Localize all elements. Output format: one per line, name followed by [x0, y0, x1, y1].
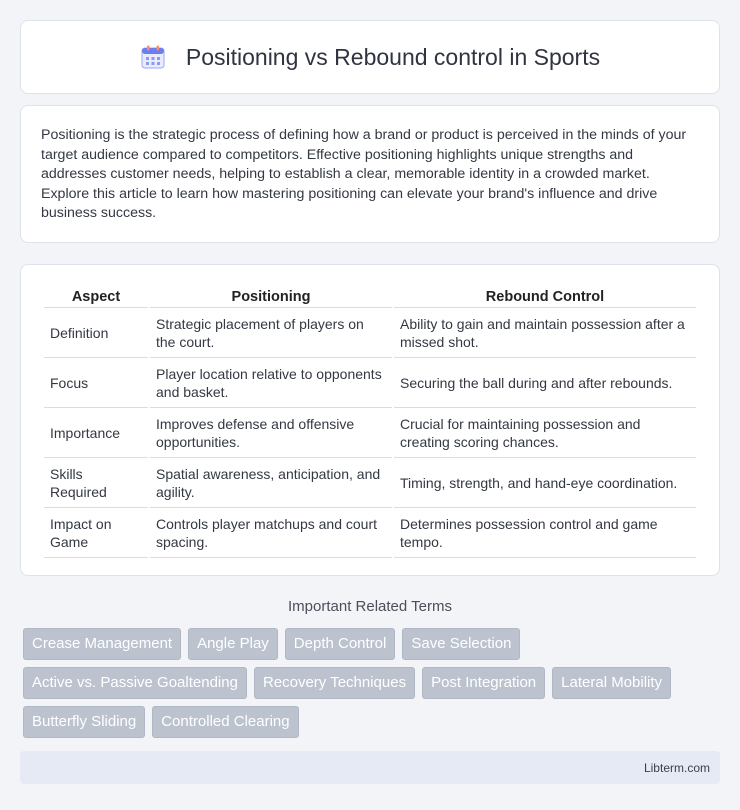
- related-term-tag[interactable]: Crease Management: [23, 628, 181, 660]
- related-term-tag[interactable]: Controlled Clearing: [152, 706, 298, 738]
- related-term-tag[interactable]: Angle Play: [188, 628, 278, 660]
- row-rebound-control: Securing the ball during and after rebounds.: [394, 358, 696, 408]
- row-rebound-control: Timing, strength, and hand-eye coordination.: [394, 458, 696, 508]
- comparison-card: [20, 264, 720, 576]
- row-aspect: Skills Required: [44, 458, 148, 508]
- table-row: [44, 308, 696, 358]
- header-rebound-control: Rebound Control: [394, 285, 696, 308]
- related-term-tag[interactable]: Recovery Techniques: [254, 667, 415, 699]
- row-aspect: Definition: [44, 308, 148, 358]
- intro-card: [20, 105, 720, 243]
- related-term-tag[interactable]: Post Integration: [422, 667, 545, 699]
- table-row: [44, 408, 696, 458]
- table-header-row: [44, 285, 696, 308]
- intro-text: Positioning is the strategic process of defining how a brand or product is perceived in the minds of your target audience compared to competitors. Effective positioning highlights unique strengths and addresses customer needs, helping to establish a clear, memorable identity in a crowded market. Explore this article to learn how mastering positioning can elevate your brand's influence and drive business success.: [41, 127, 687, 221]
- table-row: [44, 458, 696, 508]
- row-positioning: Spatial awareness, anticipation, and agility.: [150, 458, 392, 508]
- row-positioning: Strategic placement of players on the court.: [150, 308, 392, 358]
- row-aspect: Importance: [44, 408, 148, 458]
- header-card: [20, 20, 720, 94]
- related-terms-list: [20, 628, 710, 738]
- row-positioning: Controls player matchups and court spacing.: [150, 508, 392, 558]
- table-row: [44, 358, 696, 408]
- footer-site-link[interactable]: Libterm.com: [643, 760, 710, 775]
- related-term-tag[interactable]: Butterfly Sliding: [23, 706, 145, 738]
- row-positioning: Improves defense and offensive opportunities.: [150, 408, 392, 458]
- comparison-table: [42, 285, 698, 558]
- row-aspect: Impact on Game: [44, 508, 148, 558]
- related-terms-title: Important Related Terms: [288, 598, 452, 615]
- related-term-tag[interactable]: Depth Control: [285, 628, 396, 660]
- header-positioning: Positioning: [150, 285, 392, 308]
- header-aspect: Aspect: [44, 285, 148, 308]
- related-term-tag[interactable]: Lateral Mobility: [552, 667, 671, 699]
- footer: [20, 751, 720, 784]
- row-aspect: Focus: [44, 358, 148, 408]
- related-term-tag[interactable]: Active vs. Passive Goaltending: [23, 667, 247, 699]
- calendar-icon: [140, 44, 166, 70]
- table-row: [44, 508, 696, 558]
- row-rebound-control: Crucial for maintaining possession and creating scoring chances.: [394, 408, 696, 458]
- row-positioning: Player location relative to opponents and basket.: [150, 358, 392, 408]
- row-rebound-control: Determines possession control and game tempo.: [394, 508, 696, 558]
- row-rebound-control: Ability to gain and maintain possession after a missed shot.: [394, 308, 696, 358]
- related-term-tag[interactable]: Save Selection: [402, 628, 520, 660]
- page-title: Positioning vs Rebound control in Sports: [185, 43, 601, 70]
